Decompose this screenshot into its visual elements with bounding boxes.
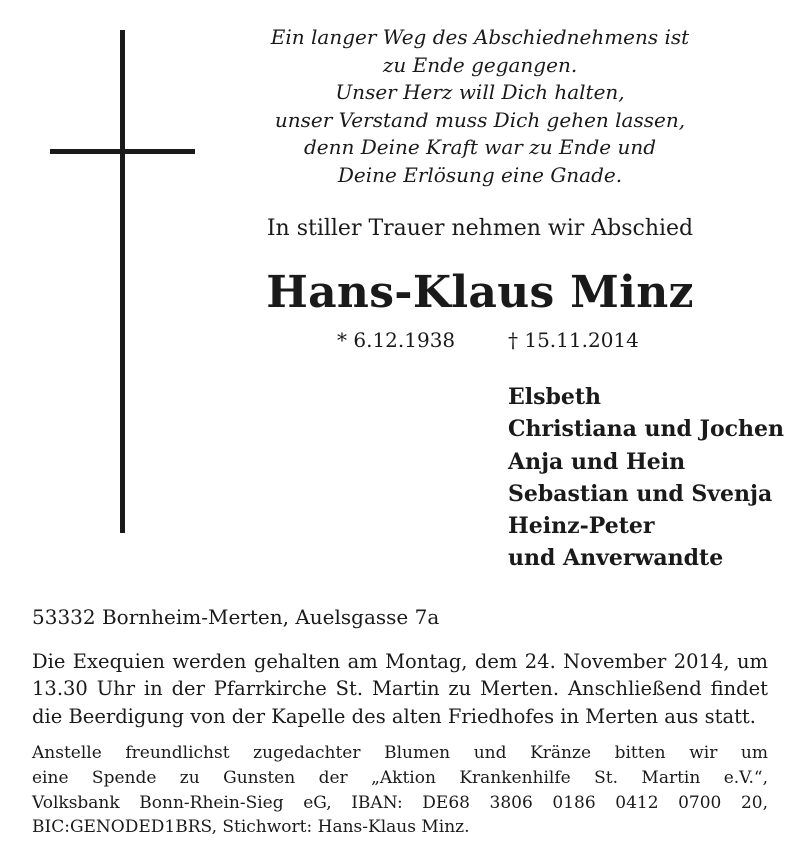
- service-line: 13.30 Uhr in der Pfarrkirche St. Martin zu Merten. Anschließend findet: [32, 677, 768, 701]
- family-address: 53332 Bornheim-Merten, Auelsgasse 7a: [32, 605, 440, 629]
- memorial-poem: [230, 24, 730, 189]
- donation-line: Volksbank Bonn-Rhein-Sieg eG, IBAN: DE68 3806 0186 0412 0700 20,: [32, 792, 768, 813]
- mourners-list: [508, 381, 784, 575]
- donation-request: [32, 741, 768, 840]
- poem-line: Unser Herz will Dich halten,: [335, 80, 625, 104]
- deceased-name: Hans-Klaus Minz: [266, 267, 694, 318]
- poem-line: unser Verstand muss Dich gehen lassen,: [274, 107, 686, 132]
- mourner-entry: Elsbeth: [508, 384, 602, 410]
- donation-line: eine Spende zu Gunsten der „Aktion Krankenhilfe St. Martin e.V.“,: [32, 767, 768, 788]
- mourner-entry: Anja und Hein: [508, 448, 686, 475]
- poem-line: Ein langer Weg des Abschiednehmens ist: [270, 25, 690, 49]
- cross-icon-horizontal-bar: [50, 149, 195, 154]
- service-line: Die Exequien werden gehalten am Montag, dem 24. November 2014, um: [32, 650, 768, 673]
- mourner-entry: und Anverwandte: [508, 545, 724, 572]
- mourner-entry: Heinz-Peter: [508, 513, 655, 540]
- mourner-entry: Christiana und Jochen: [508, 416, 785, 443]
- birth-date: * 6.12.1938: [337, 328, 456, 352]
- cross-icon-vertical-bar: [120, 30, 125, 533]
- funeral-service-info: [32, 648, 768, 730]
- donation-line: Anstelle freundlichst zugedachter Blumen und Kränze bitten wir um: [32, 743, 768, 763]
- donation-line: BIC:GENODED1BRS, Stichwort: Hans-Klaus Minz.: [32, 817, 470, 838]
- mourner-entry: Sebastian und Svenja: [508, 480, 773, 507]
- poem-line: zu Ende gegangen.: [382, 52, 578, 77]
- farewell-intro: In stiller Trauer nehmen wir Abschied: [266, 216, 694, 241]
- poem-line: denn Deine Kraft war zu Ende und: [303, 135, 657, 159]
- death-date: † 15.11.2014: [508, 328, 639, 352]
- service-line: die Beerdigung von der Kapelle des alten Friedhofes in Merten aus statt.: [32, 704, 756, 728]
- poem-line: Deine Erlösung eine Gnade.: [337, 162, 623, 187]
